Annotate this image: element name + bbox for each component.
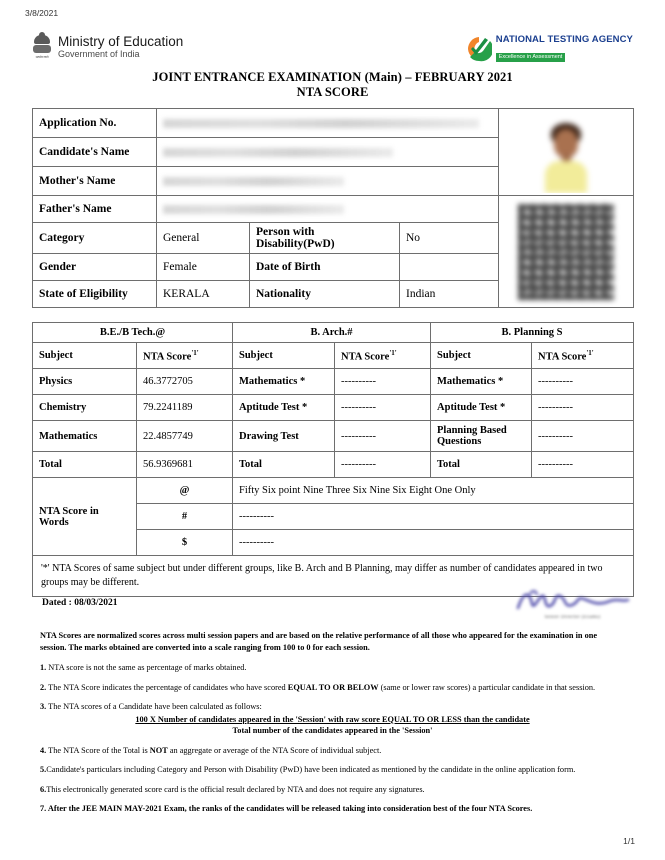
score-column-header-row	[33, 343, 634, 369]
father-name-label: Father's Name	[33, 196, 157, 223]
note-2-text-b: (same or lower raw scores) a particular candidate in that session.	[378, 682, 596, 692]
note-6	[40, 784, 625, 796]
table-row	[33, 478, 634, 504]
ministry-subtitle: Government of India	[58, 49, 140, 59]
note-2-num: 2.	[40, 682, 47, 692]
note-3	[40, 701, 625, 737]
nationality-label: Nationality	[250, 281, 400, 308]
table-row	[33, 369, 634, 395]
col-score-arch-sup: '1'	[389, 348, 397, 357]
col-score-planning-text: NTA Score	[538, 351, 587, 363]
application-no-label: Application No.	[33, 109, 157, 138]
nta-score-table	[32, 322, 634, 597]
plan-score-0: ----------	[532, 369, 634, 395]
col-score-be-sup: '1'	[191, 348, 199, 357]
nta-tagline: Excellence in Assessment	[496, 53, 566, 62]
note-1	[40, 662, 625, 674]
note-3-formula-denominator: Total number of the candidates appeared in the 'Session'	[232, 726, 433, 735]
note-4-text-a: The NTA Score of the Total is	[46, 745, 150, 755]
col-subject-planning: Subject	[431, 343, 532, 369]
category-value: General	[157, 223, 250, 254]
words-symbol-2: $	[137, 530, 233, 556]
table-row	[33, 421, 634, 452]
dob-label: Date of Birth	[250, 254, 400, 281]
category-label: Category	[33, 223, 157, 254]
note-6-num: 6.	[40, 784, 47, 794]
col-score-arch	[335, 343, 431, 369]
note-3-num: 3.	[40, 702, 47, 711]
col-subject-be: Subject	[33, 343, 137, 369]
note-6-text: This electronically generated score card is the official result declared by NTA and does not require any signatures.	[46, 784, 425, 794]
pwd-label: Person with Disability(PwD)	[250, 223, 400, 254]
note-7-num: 7.	[40, 804, 47, 813]
plan-subject-0: Mathematics *	[431, 369, 532, 395]
nta-agency-name: NATIONAL TESTING AGENCY	[495, 34, 633, 45]
arch-subject-0: Mathematics *	[233, 369, 335, 395]
arch-score-0: ----------	[335, 369, 431, 395]
footer-notes	[40, 630, 625, 823]
notes-intro: NTA Scores are normalized scores across multi session papers and are based on the relative performance of all those who appeared for the examination in one session. The marks obtained are converted into a scale ranging from 100 to 0 for each session.	[40, 631, 598, 652]
mother-name-label: Mother's Name	[33, 167, 157, 196]
page-indicator: 1/1	[623, 836, 635, 846]
words-value-2: ----------	[233, 530, 634, 556]
table-row	[33, 452, 634, 478]
redacted-father-name	[163, 205, 344, 214]
note-2-text-a: The NTA Score indicates the percentage of candidates who have scored	[46, 682, 288, 692]
arch-score-3: ----------	[335, 452, 431, 478]
note-5-num: 5.	[40, 765, 47, 774]
table-row	[33, 109, 634, 138]
gender-value: Female	[157, 254, 250, 281]
dated-label: Dated : 08/03/2021	[42, 598, 118, 608]
signature-image	[510, 588, 635, 614]
arch-subject-1: Aptitude Test *	[233, 395, 335, 421]
group-header-b-planning: B. Planning S	[431, 323, 634, 343]
note-2-emphasis: EQUAL TO OR BELOW	[287, 682, 379, 692]
candidate-details-table	[32, 108, 634, 308]
india-emblem-icon	[32, 34, 52, 64]
father-name-value	[157, 196, 499, 223]
application-no-value	[157, 109, 499, 138]
note-3-text: The NTA scores of a Candidate have been calculated as follows:	[46, 702, 262, 711]
col-score-planning	[532, 343, 634, 369]
candidate-name-value	[157, 138, 499, 167]
note-1-num: 1.	[40, 663, 47, 672]
note-2	[40, 682, 625, 694]
be-score-3: 56.9369681	[137, 452, 233, 478]
state-of-eligibility-value: KERALA	[157, 281, 250, 308]
pwd-value: No	[400, 223, 499, 254]
words-value-0: Fifty Six point Nine Three Six Nine Six Eight One Only	[233, 478, 634, 504]
note-7	[40, 803, 625, 815]
note-4-emphasis: NOT	[149, 745, 168, 755]
note-4	[40, 745, 625, 757]
plan-subject-3: Total	[431, 452, 532, 478]
plan-score-2: ----------	[532, 421, 634, 452]
group-header-b-arch: B. Arch.#	[233, 323, 431, 343]
group-header-be-btech: B.E./B Tech.@	[33, 323, 233, 343]
arch-score-2: ----------	[335, 421, 431, 452]
signature-caption: Senior Director (Exams)	[544, 615, 601, 620]
qr-code-image	[518, 204, 614, 300]
be-subject-3: Total	[33, 452, 137, 478]
col-score-planning-sup: '1'	[586, 348, 594, 357]
score-in-words-label: NTA Score in Words	[33, 478, 137, 556]
nta-logo-icon	[466, 36, 492, 62]
page-title-line1: JOINT ENTRANCE EXAMINATION (Main) – FEBRUARY 2021	[152, 70, 513, 84]
be-subject-2: Mathematics	[33, 421, 137, 452]
document-header	[32, 34, 633, 68]
arch-score-1: ----------	[335, 395, 431, 421]
note-7-text: After the JEE MAIN MAY-2021 Exam, the ranks of the candidates will be released taking into consideration best of the four NTA Scores.	[46, 804, 533, 813]
col-score-be-text: NTA Score	[143, 351, 192, 363]
col-score-be	[137, 343, 233, 369]
arch-subject-2: Drawing Test	[233, 421, 335, 452]
dob-value	[400, 254, 499, 281]
arch-subject-3: Total	[233, 452, 335, 478]
gender-label: Gender	[33, 254, 157, 281]
candidate-name-label: Candidate's Name	[33, 138, 157, 167]
state-of-eligibility-label: State of Eligibility	[33, 281, 157, 308]
candidate-photo	[499, 109, 634, 196]
page-title-line2: NTA SCORE	[296, 84, 369, 99]
note-4-text-b: an aggregate or average of the NTA Score of individual subject.	[167, 745, 382, 755]
words-symbol-1: #	[137, 504, 233, 530]
nta-branding	[466, 34, 633, 63]
signature-block	[510, 588, 635, 620]
emblem-motto: सत्यमेव जयते	[35, 55, 49, 59]
plan-subject-1: Aptitude Test *	[431, 395, 532, 421]
be-subject-1: Chemistry	[33, 395, 137, 421]
ministry-branding	[32, 34, 183, 64]
plan-score-1: ----------	[532, 395, 634, 421]
redacted-candidate-name	[163, 148, 393, 157]
note-5	[40, 764, 625, 776]
be-score-1: 79.2241189	[137, 395, 233, 421]
plan-subject-2: Planning Based Questions	[431, 421, 532, 452]
col-subject-arch: Subject	[233, 343, 335, 369]
page-title	[0, 70, 665, 99]
table-row	[33, 196, 634, 223]
be-score-2: 22.4857749	[137, 421, 233, 452]
avatar	[543, 123, 589, 193]
words-value-1: ----------	[233, 504, 634, 530]
words-symbol-0: @	[137, 478, 233, 504]
ministry-name: Ministry of Education	[58, 34, 184, 49]
note-1-text: NTA score is not the same as percentage of marks obtained.	[46, 663, 247, 672]
qr-code	[499, 196, 634, 308]
nationality-value: Indian	[400, 281, 499, 308]
col-score-arch-text: NTA Score	[341, 351, 390, 363]
table-footnote: '*' NTA Scores of same subject but under different groups, like B. Arch and B Planning, may differ as number of candidates appeared in two groups may be different.	[33, 556, 634, 597]
be-subject-0: Physics	[33, 369, 137, 395]
mother-name-value	[157, 167, 499, 196]
plan-score-3: ----------	[532, 452, 634, 478]
score-group-header-row	[33, 323, 634, 343]
note-3-formula-numerator: 100 X Number of candidates appeared in the 'Session' with raw score EQUAL TO OR LESS than the candidate	[135, 714, 530, 724]
redacted-application-no	[163, 119, 479, 128]
redacted-mother-name	[163, 177, 344, 186]
table-row	[33, 395, 634, 421]
note-5-text: Candidate's particulars including Category and Person with Disability (PwD) have been indicated as mentioned by the candidate in the online application form.	[46, 765, 576, 774]
note-4-num: 4.	[40, 745, 47, 755]
be-score-0: 46.3772705	[137, 369, 233, 395]
print-date: 3/8/2021	[25, 8, 59, 18]
